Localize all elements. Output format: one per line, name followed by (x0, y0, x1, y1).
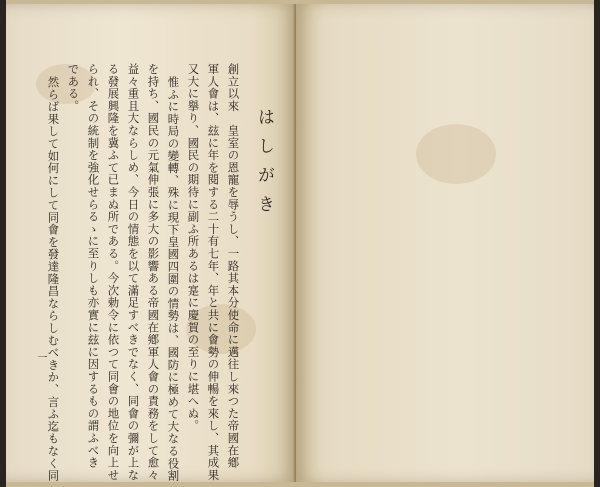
text-column-10: 然らば果して如何にして同會を發達隆昌ならしむべきか、言ふ迄もなく同 (46, 76, 61, 482)
page-title: はしがき (254, 108, 274, 224)
paper-stain (416, 124, 496, 184)
scan-border-right (594, 0, 600, 487)
text-column-4: 惟ふに時局の變轉、殊に現下皇國四圍の情勢は、國防に極めて大なる役割 (166, 76, 181, 482)
text-column-6: 益々重且大ならしめ、今日の情態を以て滿足すべきでなく、同會の彌が上な (126, 63, 141, 482)
text-column-1: 創立以來 皇室の恩寵を辱うし、一路其本分使命に邁往し來つた帝國在鄕 (226, 63, 241, 469)
text-column-3: 又大に擧り、國民の期待に副ふ所あるは寔に慶賀の至りに堪へぬ。 (186, 63, 201, 432)
right-page (296, 4, 594, 482)
page-number: 一 (35, 352, 46, 362)
text-column-7: る發展興隆を冀ふて已まぬ所である。今次勅令に依つて同會の地位を向上せ (106, 63, 121, 482)
text-column-9: である。 (66, 63, 81, 113)
text-column-8: られ、その統制を強化せらるゝに至りしも亦實に玆に因するもの謂ふべき (86, 63, 101, 469)
text-column-2: 軍人會は、玆に年を閱する二十有七年、年と共に會勢の伸暢を來し、其成果 (206, 63, 221, 482)
text-column-5: を持ち、國民の元氣伸張に多大の影響ある帝國在鄕軍人會の責務をして愈々 (146, 63, 161, 482)
